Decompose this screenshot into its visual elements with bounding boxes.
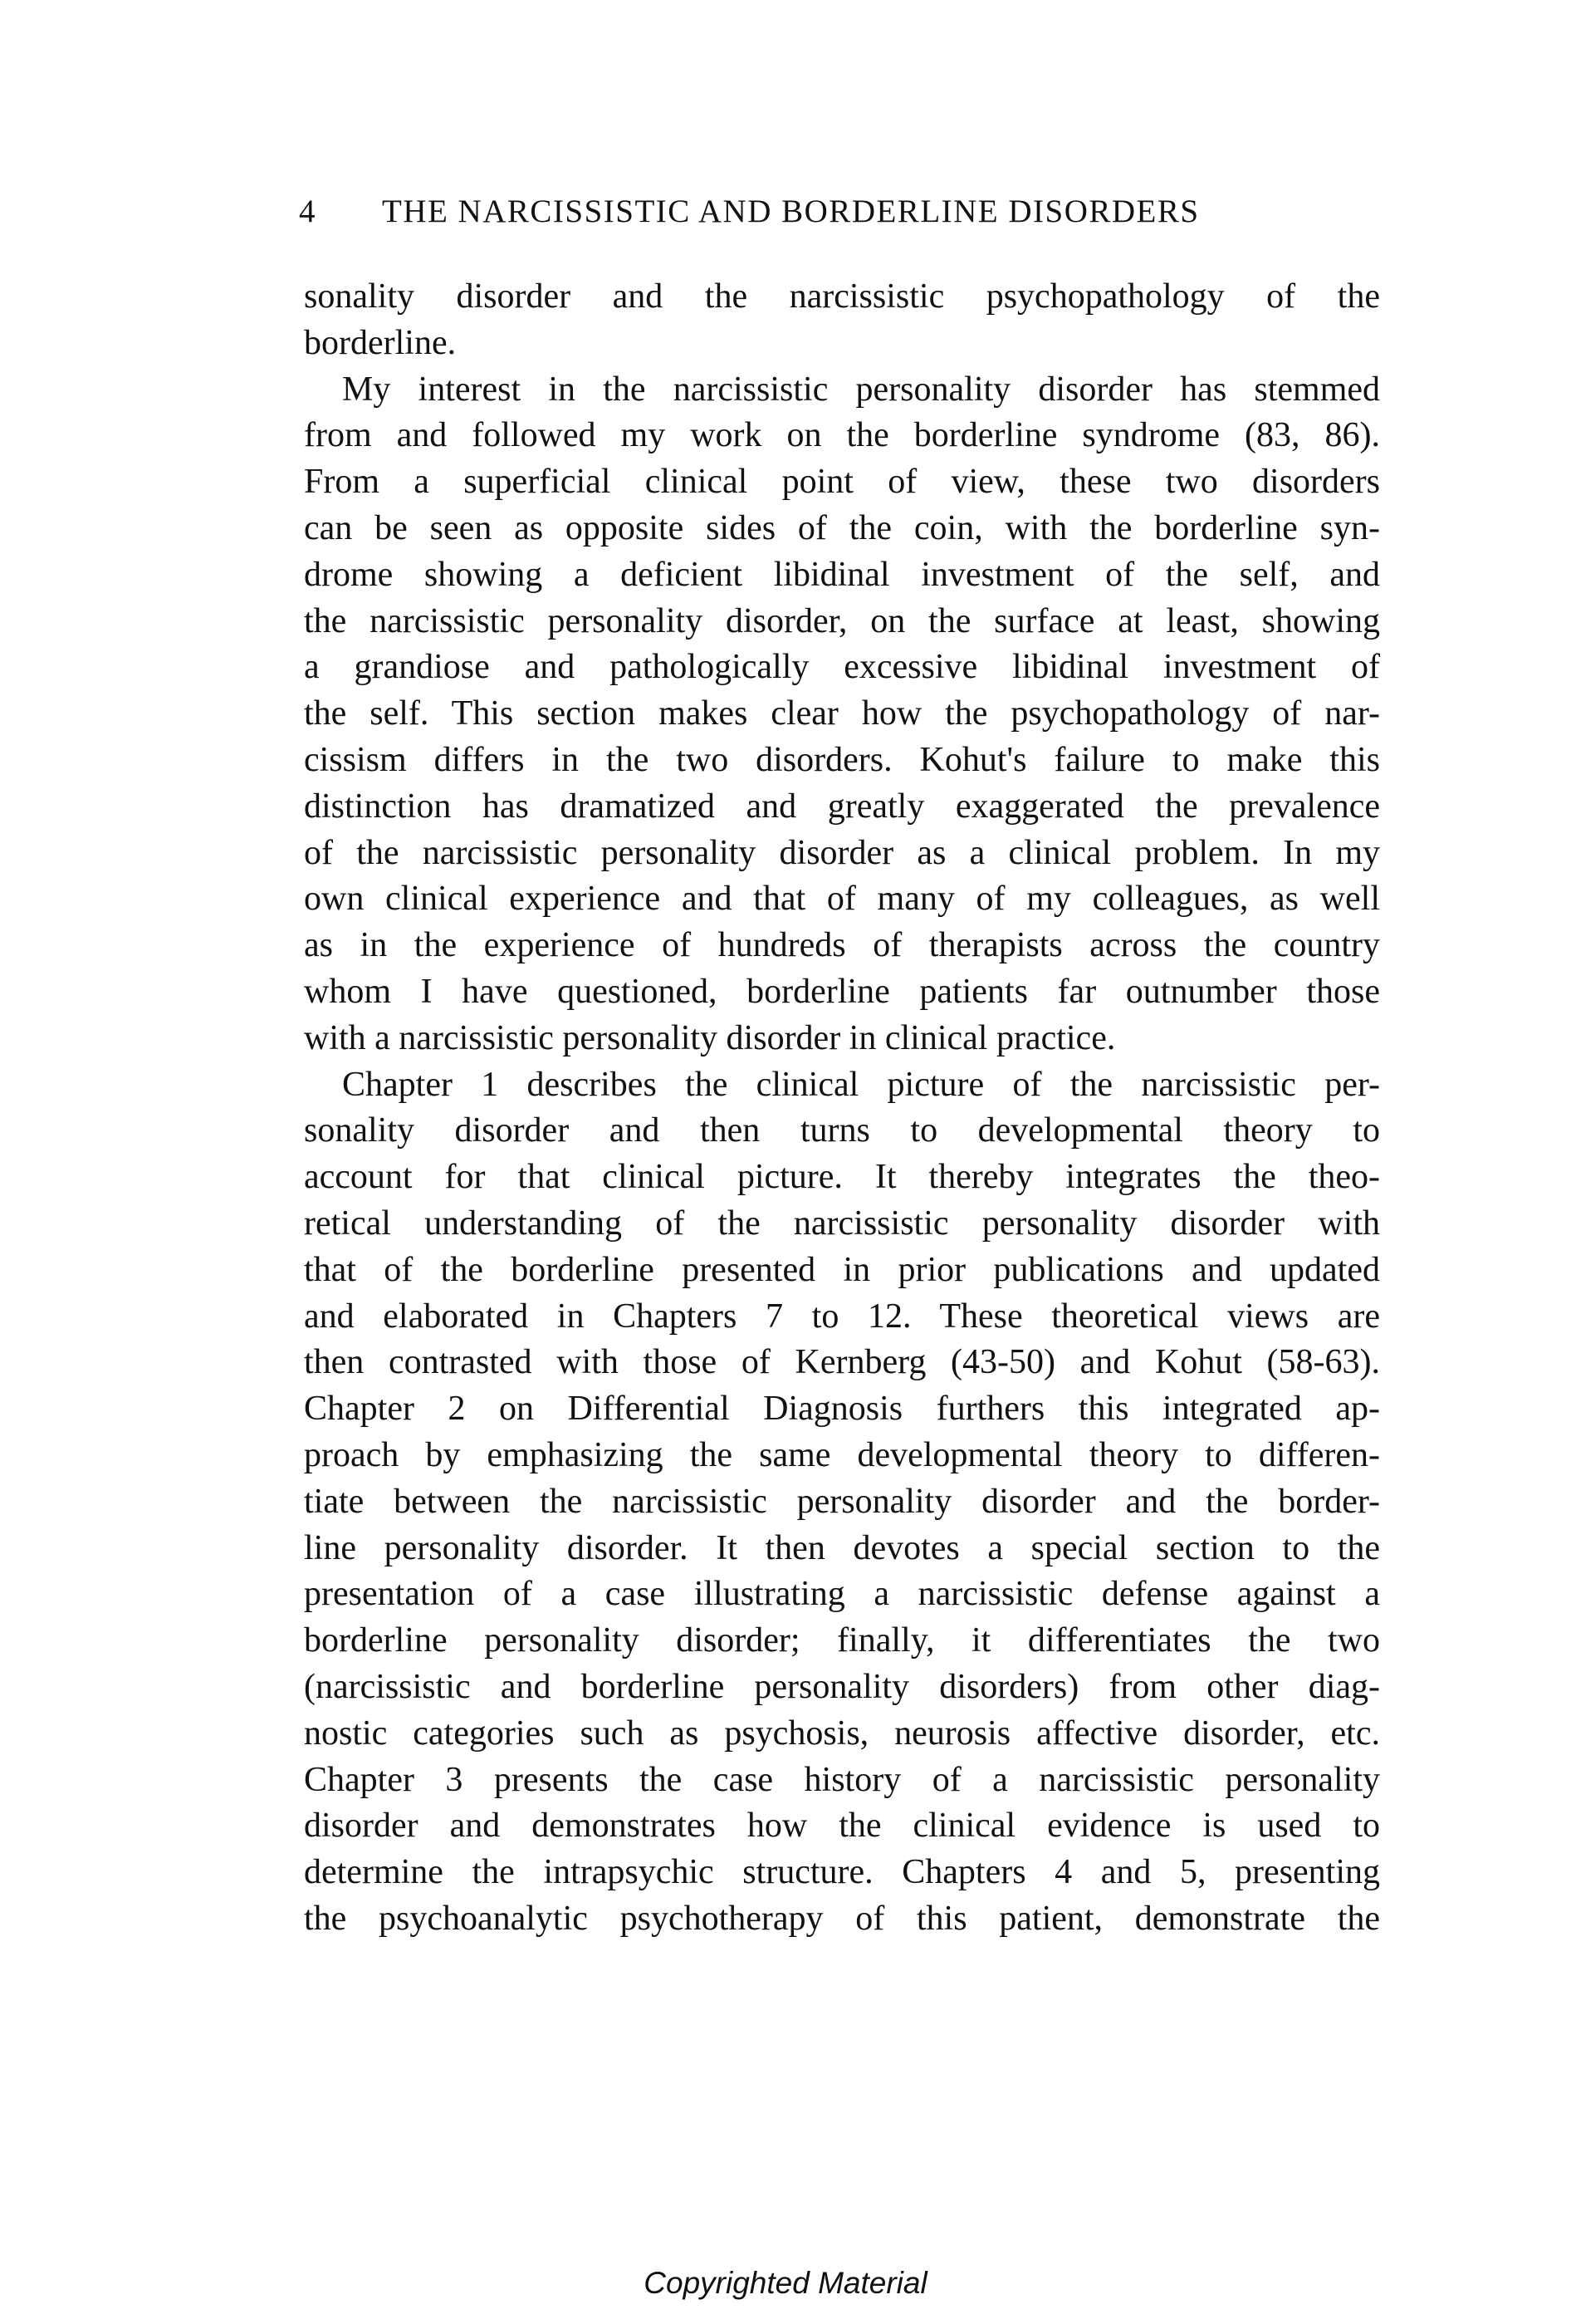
- text-line: tiate between the narcissistic personality disorder and the border-: [304, 1482, 1380, 1521]
- text-line: can be seen as opposite sides of the coin, with the borderline syn-: [304, 508, 1380, 547]
- text-line: My interest in the narcissistic personality disorder has stemmed: [342, 370, 1380, 409]
- text-line: cissism differs in the two disorders. Kohut's failure to make this: [304, 740, 1380, 779]
- text-line: whom I have questioned, borderline patients far outnumber those: [304, 972, 1380, 1011]
- text-line: the narcissistic personality disorder, on the surface at least, showing: [304, 601, 1380, 640]
- text-line: retical understanding of the narcissistic personality disorder with: [304, 1204, 1380, 1243]
- text-line: Chapter 3 presents the case history of a narcissistic personality: [304, 1760, 1380, 1799]
- text-line: with a narcissistic personality disorder in clinical practice.: [304, 1018, 1116, 1057]
- text-line: From a superficial clinical point of view, these two disorders: [304, 463, 1380, 502]
- text-line: own clinical experience and that of many of my colleagues, as well: [304, 880, 1380, 919]
- text-line: account for that clinical picture. It thereby integrates the theo-: [304, 1158, 1380, 1197]
- text-line: the self. This section makes clear how the psychopathology of nar-: [304, 694, 1380, 733]
- text-line: sonality disorder and the narcissistic psychopathology of the: [304, 277, 1380, 316]
- text-line: Chapter 2 on Differential Diagnosis furthers this integrated ap-: [304, 1390, 1380, 1429]
- text-line: line personality disorder. It then devotes a special section to the: [304, 1528, 1380, 1567]
- text-line: (narcissistic and borderline personality disorders) from other diag-: [304, 1667, 1380, 1706]
- text-line: then contrasted with those of Kernberg (43-50) and Kohut (58-63).: [304, 1343, 1380, 1382]
- text-line: borderline personality disorder; finally, it differentiates the two: [304, 1621, 1380, 1660]
- text-line: proach by emphasizing the same developmental theory to differen-: [304, 1435, 1380, 1474]
- body-text: [304, 274, 1380, 1943]
- text-line: of the narcissistic personality disorder as a clinical problem. In my: [304, 833, 1380, 872]
- text-line: a grandiose and pathologically excessive libidinal investment of: [304, 648, 1380, 687]
- text-line: from and followed my work on the borderline syndrome (83, 86).: [304, 416, 1380, 455]
- text-line: determine the intrapsychic structure. Chapters 4 and 5, presenting: [304, 1853, 1380, 1892]
- running-title: THE NARCISSISTIC AND BORDERLINE DISORDERS: [382, 194, 1200, 229]
- text-line: that of the borderline presented in prior publications and updated: [304, 1250, 1380, 1289]
- text-line: drome showing a deficient libidinal investment of the self, and: [304, 555, 1380, 594]
- running-header: [299, 193, 1200, 230]
- text-line: borderline.: [304, 323, 457, 362]
- text-line: and elaborated in Chapters 7 to 12. These theoretical views are: [304, 1297, 1380, 1336]
- copyright-footer: Copyrighted Material: [644, 2266, 927, 2300]
- text-line: nostic categories such as psychosis, neurosis affective disorder, etc.: [304, 1714, 1380, 1753]
- text-line: the psychoanalytic psychotherapy of this patient, demonstrate the: [304, 1899, 1380, 1938]
- text-line: presentation of a case illustrating a narcissistic defense against a: [304, 1575, 1380, 1614]
- page-number: 4: [299, 194, 316, 229]
- text-line: disorder and demonstrates how the clinical evidence is used to: [304, 1807, 1380, 1846]
- text-line: sonality disorder and then turns to developmental theory to: [304, 1111, 1380, 1150]
- text-line: Chapter 1 describes the clinical picture of the narcissistic per-: [342, 1065, 1380, 1104]
- text-line: as in the experience of hundreds of therapists across the country: [304, 926, 1380, 965]
- text-line: distinction has dramatized and greatly exaggerated the prevalence: [304, 787, 1380, 826]
